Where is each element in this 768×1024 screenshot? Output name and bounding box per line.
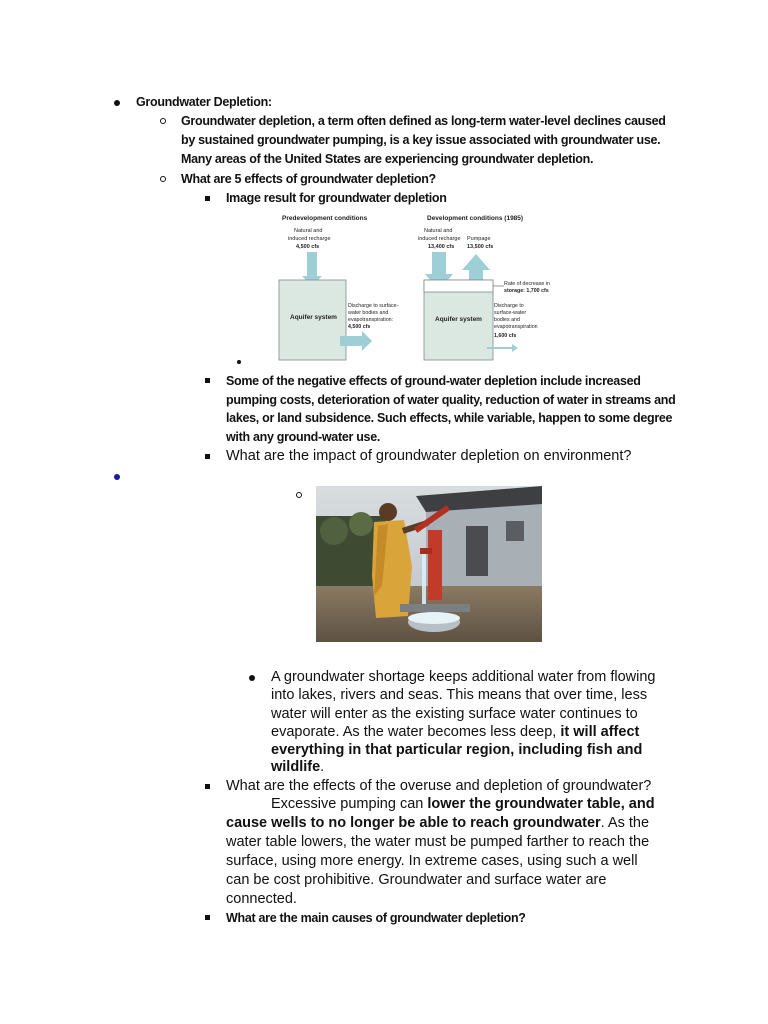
image-result-caption: Image result for groundwater depletion — [226, 191, 447, 205]
pre-recharge-3: 4,500 cfs — [296, 244, 320, 250]
shortage-line-1: A groundwater shortage keeps additional water from flowing — [271, 669, 656, 685]
pre-title: Predevelopment conditions — [282, 215, 368, 222]
dev-discharge-4: evapotranspiration — [494, 324, 538, 330]
photo-woman-at-hand-pump — [316, 486, 542, 642]
house-door — [466, 526, 488, 576]
overuse-line-2-bold: cause wells to no longer be able to reach groundwater — [226, 815, 601, 831]
dev-aquifer-label: Aquifer system — [435, 316, 482, 323]
house-window — [506, 521, 524, 541]
leaf-cluster — [320, 517, 348, 545]
pre-discharge-3: evapotranspiration: — [348, 317, 394, 323]
shortage-line-4-text: evaporate. As the water becomes less deep, — [271, 724, 561, 740]
dev-discharge-3: bodies and — [494, 317, 520, 323]
dev-recharge-3: 13,400 cfs — [428, 244, 455, 250]
bullet-circle — [160, 118, 166, 124]
dev-title: Development conditions (1985) — [427, 215, 524, 222]
pre-recharge-1: Natural and — [294, 228, 323, 234]
pre-discharge-1: Discharge to surface- — [348, 303, 399, 309]
dev-discharge-5: 1,600 cfs — [494, 333, 517, 339]
pump-base — [400, 604, 470, 612]
definition-line-1: Groundwater depletion, a term often defined as long-term water-level declines caused — [181, 114, 666, 128]
shortage-line-5 — [271, 741, 642, 760]
bullet-square — [205, 454, 210, 459]
bullet-square — [205, 196, 210, 201]
pre-recharge-2: induced recharge — [288, 236, 331, 242]
shortage-line-6-bold: wildlife — [271, 759, 321, 775]
definition-line-2: by sustained groundwater pumping, is a key issue associated with groundwater use. — [181, 133, 661, 147]
pre-aquifer-label: Aquifer system — [290, 314, 337, 321]
overuse-line-6: connected. — [226, 891, 297, 907]
dev-pumpage-2: 13,500 cfs — [467, 244, 494, 250]
definition-line-3: Many areas of the United States are experiencing groundwater depletion. — [181, 152, 594, 166]
bucket-rim — [408, 612, 460, 624]
pre-discharge-2: water bodies and — [348, 310, 389, 316]
question-overuse: What are the effects of the overuse and depletion of groundwater? — [226, 778, 652, 794]
woman-head — [379, 503, 397, 521]
bullet-disc — [114, 100, 120, 106]
overuse-line-3: water table lowers, the water must be pumped farther to reach the — [226, 834, 650, 850]
dev-rate-1: Rate of decrease in — [504, 281, 550, 287]
question-5-effects: What are 5 effects of groundwater depletion? — [181, 172, 436, 186]
dev-discharge-arrow-head — [512, 344, 518, 352]
shortage-line-4-bold: it will affect — [560, 724, 640, 740]
shortage-line-3: water will enter as the existing surface water continues to — [271, 706, 638, 722]
bullet-circle — [296, 492, 302, 498]
bullet-square — [205, 378, 210, 383]
bullet-square — [205, 915, 210, 920]
overuse-line-5: can be cost prohibitive. Groundwater and surface water are — [226, 872, 607, 888]
overuse-line-1-text: Excessive pumping can — [271, 796, 428, 812]
negative-effects-line-3: lakes, or land subsidence. Such effects, while variable, happen to some degree — [226, 411, 673, 425]
pre-discharge-4: 4,500 cfs — [348, 324, 371, 330]
bullet-blue-disc — [114, 474, 120, 480]
dev-pumpage-1: Pumpage — [467, 236, 491, 242]
groundwater-depletion-diagram — [272, 210, 562, 366]
dev-recharge-1: Natural and — [424, 228, 453, 234]
overuse-line-2 — [226, 814, 649, 833]
bullet-circle — [160, 176, 166, 182]
negative-effects-line-1: Some of the negative effects of ground-water depletion include increased — [226, 374, 641, 388]
negative-effects-line-2: pumping costs, deterioration of water quality, reduction of water in streams and — [226, 393, 676, 407]
shortage-line-6 — [271, 758, 324, 777]
dev-discharge-1: Discharge to — [494, 303, 524, 309]
pump-spout — [420, 548, 432, 554]
shortage-line-2: into lakes, rivers and seas. This means that over time, less — [271, 687, 648, 703]
dev-storage-decrease — [424, 280, 493, 292]
dev-recharge-2: induced recharge — [418, 236, 461, 242]
heading-groundwater-depletion: Groundwater Depletion: — [136, 95, 272, 109]
shortage-line-4 — [271, 723, 639, 742]
negative-effects-line-4: with any ground-water use. — [226, 430, 381, 444]
overuse-line-1 — [271, 795, 655, 814]
dev-discharge-2: surface-water — [494, 310, 527, 316]
bullet-square — [205, 784, 210, 789]
water-stream — [422, 554, 426, 606]
bullet-small-disc — [237, 360, 241, 364]
question-impact-environment: What are the impact of groundwater depletion on environment? — [226, 448, 632, 464]
overuse-line-2-text: . As the — [600, 815, 650, 831]
overuse-line-4: surface, using more energy. In extreme cases, using such a well — [226, 853, 638, 869]
pump-body — [428, 530, 442, 600]
bullet-disc — [249, 675, 255, 681]
overuse-line-1-bold: lower the groundwater table, and — [427, 796, 655, 812]
dev-rate-2: storage: 1,700 cfs — [504, 288, 549, 294]
shortage-line-6-text: . — [320, 759, 325, 775]
question-main-causes: What are the main causes of groundwater depletion? — [226, 911, 526, 925]
leaf-cluster — [349, 512, 373, 536]
shortage-line-5-bold: everything in that particular region, including fish and — [271, 742, 643, 758]
